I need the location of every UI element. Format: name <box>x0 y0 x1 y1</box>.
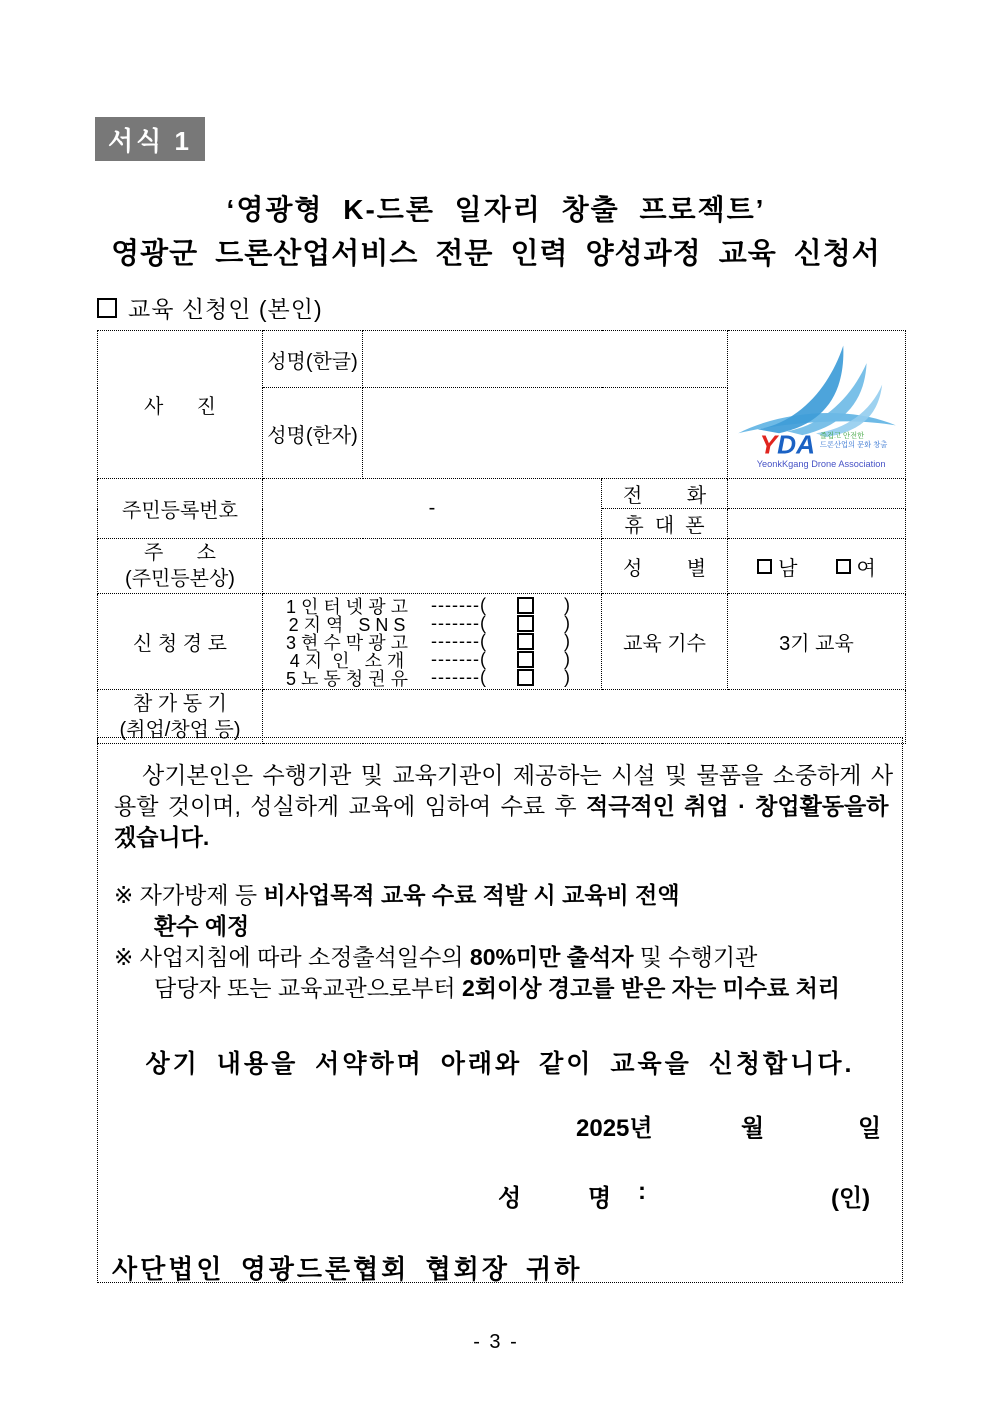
gender-female-checkbox[interactable] <box>836 559 851 574</box>
form-number-badge: 서식 1 <box>95 117 205 161</box>
route-option-internet: 1 인 터 넷 광 고 -------( ) <box>286 595 570 617</box>
signature-colon: : <box>638 1178 646 1205</box>
course-label: 교육 기수 <box>623 633 706 655</box>
date-day: 일 <box>858 1115 882 1142</box>
gender-label-cell <box>602 539 728 594</box>
logo-slogan-line2: 드론산업의 문화 창출 <box>819 439 887 449</box>
route-option-referral-checkbox[interactable] <box>517 651 534 668</box>
route-label-cell <box>98 594 263 690</box>
gender-choice-cell <box>728 539 906 594</box>
address-label: 주 소 <box>144 542 216 564</box>
pledge-bold-text: 적극적인 취업 · 창업활동을하겠습니다. <box>114 793 889 850</box>
notes-block <box>114 880 896 1004</box>
pledge-box <box>97 737 903 1283</box>
course-value-cell <box>728 594 906 690</box>
mobile-label: 휴 대 폰 <box>624 515 705 537</box>
address-label-cell <box>98 539 263 594</box>
phone-label-cell <box>602 479 728 509</box>
route-options-cell <box>263 594 602 690</box>
gender-label: 성 별 <box>622 557 707 580</box>
motive-input-cell[interactable] <box>263 690 906 744</box>
motive-label: 참 가 동 기 <box>133 692 227 715</box>
regno-label: 주민등록번호 <box>122 500 238 522</box>
name-korean-label: 성명(한글) <box>267 350 358 373</box>
yda-logo-graphic <box>730 334 904 476</box>
gender-male-label: 남 <box>778 557 798 580</box>
route-option-labor-office-checkbox[interactable] <box>517 669 534 686</box>
applicant-section-header <box>97 291 323 324</box>
logo-yda-text: YDA <box>759 429 815 460</box>
route-option-sns-checkbox[interactable] <box>517 615 534 632</box>
logo-org-name-en: YeonkKgang Drone Association <box>756 458 886 469</box>
phone-input-cell[interactable] <box>728 479 906 509</box>
photo-label: 사 진 <box>144 396 216 418</box>
applicant-checkbox[interactable] <box>97 298 117 318</box>
route-option-labor-office: 5 노 동 청 권 유 -------( ) <box>286 667 570 689</box>
route-option-banner-checkbox[interactable] <box>517 633 534 650</box>
applicant-section-label: 교육 신청인 (본인) <box>128 296 323 322</box>
name-hanja-label-cell <box>263 388 363 479</box>
name-hanja-input-cell[interactable] <box>363 388 728 479</box>
name-korean-input-cell[interactable] <box>363 331 728 388</box>
note-1-line-2: 환수 예정 <box>154 913 250 939</box>
regno-input-cell[interactable] <box>263 479 602 539</box>
address-sublabel: (주민등본상) <box>125 568 235 590</box>
signature-name-label-2: 명 <box>588 1185 612 1212</box>
mobile-label-cell <box>602 509 728 539</box>
signature-name-label-1: 성 <box>498 1185 522 1212</box>
address-input-cell[interactable] <box>263 539 602 594</box>
route-option-referral: 4 지 인 소 개 -------( ) <box>289 649 570 671</box>
route-option-banner: 3 현 수 막 광 고 -------( ) <box>286 631 570 653</box>
note-1-line-1: ※ 자가방제 등 비사업목적 교육 수료 적발 시 교육비 전액 <box>114 882 680 908</box>
phone-label: 전 화 <box>622 485 707 507</box>
gender-female-label: 여 <box>856 557 876 580</box>
declaration-statement: 상기 내용을 서약하며 아래와 같이 교육을 신청합니다. <box>145 1050 855 1078</box>
date-year: 2025년 <box>576 1115 653 1142</box>
page-number: - 3 - <box>473 1331 519 1353</box>
name-korean-label-cell <box>263 331 363 388</box>
project-title: ‘영광형 K-드론 일자리 창출 프로젝트’ <box>226 194 766 225</box>
route-option-sns: 2 지 역 S N S -------( ) <box>288 613 570 635</box>
regno-label-cell <box>98 479 263 539</box>
applicant-info-table <box>97 330 906 744</box>
name-hanja-label: 성명(한자) <box>267 424 358 447</box>
course-value: 3기 교육 <box>779 633 854 655</box>
photo-cell <box>98 331 263 479</box>
pledge-paragraph: 상기본인은 수행기관 및 교육기관이 제공하는 시설 및 물품을 소중하게 사용할 것이며, 성실하게 교육에 임하여 수료 후 적극적인 취업 · 창업활동을하겠습니다. <box>114 762 894 850</box>
association-logo <box>728 331 906 479</box>
motive-sublabel: (취업/창업 등) <box>119 718 241 741</box>
route-option-internet-checkbox[interactable] <box>517 597 534 614</box>
date-month: 월 <box>741 1115 765 1142</box>
mobile-input-cell[interactable] <box>728 509 906 539</box>
route-label: 신 청 경 로 <box>133 633 227 655</box>
regno-separator: - <box>428 497 436 519</box>
logo-slogan-line1: 즐겁고 안전한 <box>819 430 864 440</box>
note-2-line-2: 담당자 또는 교육교관으로부터 2회이상 경고를 받은 자는 미수료 처리 <box>154 975 841 1001</box>
course-label-cell <box>602 594 728 690</box>
signature-seal-label: (인) <box>831 1185 871 1212</box>
form-title: 영광군 드론산업서비스 전문 인력 양성과정 교육 신청서 <box>111 238 881 270</box>
recipient-line: 사단법인 영광드론협회 협회장 귀하 <box>112 1254 583 1284</box>
note-2-line-1: ※ 사업지침에 따라 소정출석일수의 80%미만 출석자 및 수행기관 <box>114 944 758 970</box>
gender-male-checkbox[interactable] <box>757 559 772 574</box>
motive-label-cell <box>98 690 263 744</box>
